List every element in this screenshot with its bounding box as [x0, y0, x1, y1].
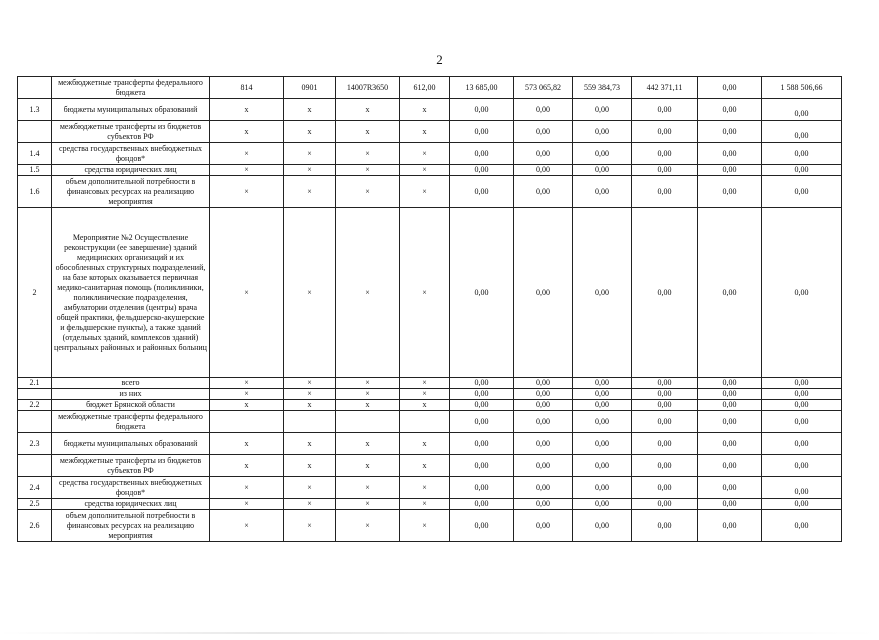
col-year3: 559 384,73	[573, 77, 632, 99]
col-year1: 0,00	[450, 165, 514, 176]
row-name: средства государственных внебюджетных фондов*	[52, 143, 210, 165]
col-csr: ×	[336, 165, 400, 176]
col-total: 0,00	[762, 499, 842, 510]
col-year5: 0,00	[698, 165, 762, 176]
col-rzpr	[284, 411, 336, 433]
col-year5: 0,00	[698, 208, 762, 378]
row-name: бюджет Брянской области	[52, 400, 210, 411]
col-total: 0,00	[762, 121, 842, 143]
col-year3: 0,00	[573, 400, 632, 411]
row-number: 2.6	[18, 510, 52, 542]
table-row	[18, 77, 842, 99]
col-vr: x	[400, 455, 450, 477]
table-row	[18, 176, 842, 208]
col-year4: 0,00	[632, 208, 698, 378]
col-year1: 0,00	[450, 400, 514, 411]
col-csr: ×	[336, 389, 400, 400]
col-year2: 0,00	[514, 176, 573, 208]
col-csr: x	[336, 99, 400, 121]
col-total: 0,00	[762, 510, 842, 542]
col-year2: 0,00	[514, 499, 573, 510]
col-year2: 573 065,82	[514, 77, 573, 99]
col-year4: 0,00	[632, 477, 698, 499]
row-name: Мероприятие №2 Осуществление реконструкции (ее завершение) зданий медицинских организаций и их обособленных структурных подразделений, на базе которых оказывается первичная медико-санитарная помощь (поликлиники, поликлинические подразделения, амбулатории отделения (центры) врача общей практики, фельдшерско-акушерские и фельдшерские пункты), а также зданий (отдельных зданий, комплексов зданий) центральных районных и районных больниц	[52, 208, 210, 378]
col-year4: 0,00	[632, 389, 698, 400]
col-year1: 0,00	[450, 121, 514, 143]
col-total: 0,00	[762, 176, 842, 208]
col-grbs: x	[210, 121, 284, 143]
col-total: 0,00	[762, 99, 842, 121]
row-number: 1.5	[18, 165, 52, 176]
col-year5: 0,00	[698, 121, 762, 143]
col-year3: 0,00	[573, 411, 632, 433]
col-year3: 0,00	[573, 176, 632, 208]
col-year4: 0,00	[632, 510, 698, 542]
col-year3: 0,00	[573, 389, 632, 400]
col-year5: 0,00	[698, 433, 762, 455]
col-csr: ×	[336, 176, 400, 208]
col-year2: 0,00	[514, 165, 573, 176]
col-csr: ×	[336, 143, 400, 165]
row-name: бюджеты муниципальных образований	[52, 433, 210, 455]
col-year2: 0,00	[514, 510, 573, 542]
col-grbs: x	[210, 455, 284, 477]
col-year5: 0,00	[698, 510, 762, 542]
row-number: 2.2	[18, 400, 52, 411]
col-rzpr: ×	[284, 477, 336, 499]
col-year1: 0,00	[450, 378, 514, 389]
col-year5: 0,00	[698, 411, 762, 433]
col-rzpr: ×	[284, 143, 336, 165]
col-year3: 0,00	[573, 143, 632, 165]
col-total: 0,00	[762, 455, 842, 477]
row-name: объем дополнительной потребности в финансовых ресурсах на реализацию мероприятия	[52, 510, 210, 542]
col-csr: ×	[336, 510, 400, 542]
col-year2: 0,00	[514, 99, 573, 121]
col-csr: ×	[336, 499, 400, 510]
col-total: 0,00	[762, 389, 842, 400]
row-number	[18, 389, 52, 400]
col-csr: ×	[336, 378, 400, 389]
col-vr: ×	[400, 389, 450, 400]
table-row	[18, 477, 842, 499]
col-year4: 0,00	[632, 411, 698, 433]
col-csr: x	[336, 400, 400, 411]
col-rzpr: x	[284, 433, 336, 455]
col-year5: 0,00	[698, 477, 762, 499]
col-year3: 0,00	[573, 510, 632, 542]
col-year1: 0,00	[450, 176, 514, 208]
col-year2: 0,00	[514, 208, 573, 378]
col-grbs: ×	[210, 510, 284, 542]
col-year2: 0,00	[514, 411, 573, 433]
col-rzpr: x	[284, 400, 336, 411]
col-csr: x	[336, 455, 400, 477]
col-year2: 0,00	[514, 455, 573, 477]
col-vr: x	[400, 99, 450, 121]
col-year1: 0,00	[450, 411, 514, 433]
col-year3: 0,00	[573, 378, 632, 389]
col-total: 0,00	[762, 411, 842, 433]
col-year4: 442 371,11	[632, 77, 698, 99]
row-number	[18, 455, 52, 477]
col-grbs: x	[210, 400, 284, 411]
row-number: 2.1	[18, 378, 52, 389]
row-number: 2.4	[18, 477, 52, 499]
col-rzpr: ×	[284, 176, 336, 208]
row-number: 2.3	[18, 433, 52, 455]
table-row	[18, 455, 842, 477]
col-rzpr: ×	[284, 378, 336, 389]
row-name: бюджеты муниципальных образований	[52, 99, 210, 121]
col-total: 0,00	[762, 165, 842, 176]
col-csr: 14007R3650	[336, 77, 400, 99]
col-vr: ×	[400, 477, 450, 499]
col-vr: ×	[400, 143, 450, 165]
col-year3: 0,00	[573, 121, 632, 143]
col-year5: 0,00	[698, 99, 762, 121]
table-row	[18, 208, 842, 378]
row-name: средства юридических лиц	[52, 165, 210, 176]
row-name: из них	[52, 389, 210, 400]
col-total: 1 588 506,66	[762, 77, 842, 99]
col-grbs	[210, 411, 284, 433]
col-year2: 0,00	[514, 143, 573, 165]
col-csr: ×	[336, 477, 400, 499]
table-row	[18, 433, 842, 455]
col-total: 0,00	[762, 433, 842, 455]
row-name: средства государственных внебюджетных фондов*	[52, 477, 210, 499]
col-year1: 0,00	[450, 499, 514, 510]
col-grbs: ×	[210, 208, 284, 378]
col-rzpr: 0901	[284, 77, 336, 99]
row-number	[18, 77, 52, 99]
col-year5: 0,00	[698, 499, 762, 510]
col-vr: x	[400, 400, 450, 411]
col-total: 0,00	[762, 378, 842, 389]
col-year4: 0,00	[632, 499, 698, 510]
col-vr: x	[400, 433, 450, 455]
table-row	[18, 378, 842, 389]
row-name: межбюджетные трансферты федерального бюджета	[52, 411, 210, 433]
table-row	[18, 121, 842, 143]
table-row	[18, 389, 842, 400]
col-year4: 0,00	[632, 165, 698, 176]
col-year2: 0,00	[514, 400, 573, 411]
col-year5: 0,00	[698, 378, 762, 389]
col-year1: 13 685,00	[450, 77, 514, 99]
col-year4: 0,00	[632, 455, 698, 477]
col-year3: 0,00	[573, 165, 632, 176]
row-number: 2	[18, 208, 52, 378]
col-year2: 0,00	[514, 477, 573, 499]
col-rzpr: ×	[284, 499, 336, 510]
table-row	[18, 143, 842, 165]
col-year4: 0,00	[632, 99, 698, 121]
col-grbs: x	[210, 99, 284, 121]
col-grbs: ×	[210, 143, 284, 165]
col-grbs: ×	[210, 477, 284, 499]
col-rzpr: ×	[284, 165, 336, 176]
row-number: 1.3	[18, 99, 52, 121]
col-grbs: ×	[210, 378, 284, 389]
col-year4: 0,00	[632, 143, 698, 165]
col-year4: 0,00	[632, 378, 698, 389]
col-vr	[400, 411, 450, 433]
col-csr: ×	[336, 208, 400, 378]
col-vr: ×	[400, 510, 450, 542]
col-grbs: ×	[210, 165, 284, 176]
col-grbs: ×	[210, 389, 284, 400]
col-year3: 0,00	[573, 455, 632, 477]
col-year1: 0,00	[450, 208, 514, 378]
col-year3: 0,00	[573, 499, 632, 510]
col-grbs: 814	[210, 77, 284, 99]
table-row	[18, 400, 842, 411]
col-year1: 0,00	[450, 99, 514, 121]
col-grbs: x	[210, 433, 284, 455]
col-total: 0,00	[762, 143, 842, 165]
col-rzpr: x	[284, 99, 336, 121]
col-year4: 0,00	[632, 433, 698, 455]
col-vr: ×	[400, 208, 450, 378]
col-total: 0,00	[762, 400, 842, 411]
col-year2: 0,00	[514, 433, 573, 455]
col-year4: 0,00	[632, 121, 698, 143]
table-row	[18, 99, 842, 121]
table-row	[18, 499, 842, 510]
row-name: межбюджетные трансферты из бюджетов субъектов РФ	[52, 121, 210, 143]
col-vr: x	[400, 121, 450, 143]
row-number: 1.4	[18, 143, 52, 165]
col-year1: 0,00	[450, 433, 514, 455]
table-row	[18, 411, 842, 433]
col-rzpr: ×	[284, 510, 336, 542]
col-year1: 0,00	[450, 477, 514, 499]
col-year3: 0,00	[573, 208, 632, 378]
col-year4: 0,00	[632, 400, 698, 411]
col-year3: 0,00	[573, 433, 632, 455]
col-year3: 0,00	[573, 477, 632, 499]
table-row	[18, 510, 842, 542]
col-year5: 0,00	[698, 77, 762, 99]
row-number	[18, 411, 52, 433]
scan-artifact	[0, 632, 879, 634]
col-year4: 0,00	[632, 176, 698, 208]
col-year1: 0,00	[450, 389, 514, 400]
col-vr: ×	[400, 378, 450, 389]
col-csr	[336, 411, 400, 433]
row-name: межбюджетные трансферты федерального бюджета	[52, 77, 210, 99]
row-number: 2.5	[18, 499, 52, 510]
col-year5: 0,00	[698, 143, 762, 165]
col-year2: 0,00	[514, 121, 573, 143]
col-rzpr: x	[284, 121, 336, 143]
row-number: 1.6	[18, 176, 52, 208]
col-vr: 612,00	[400, 77, 450, 99]
row-name: межбюджетные трансферты из бюджетов субъектов РФ	[52, 455, 210, 477]
col-year5: 0,00	[698, 176, 762, 208]
col-year2: 0,00	[514, 389, 573, 400]
col-csr: x	[336, 121, 400, 143]
col-vr: ×	[400, 499, 450, 510]
table-row	[18, 165, 842, 176]
col-csr: x	[336, 433, 400, 455]
col-rzpr: ×	[284, 208, 336, 378]
row-name: объем дополнительной потребности в финансовых ресурсах на реализацию мероприятия	[52, 176, 210, 208]
row-name: всего	[52, 378, 210, 389]
col-year1: 0,00	[450, 455, 514, 477]
col-year1: 0,00	[450, 510, 514, 542]
col-rzpr: ×	[284, 389, 336, 400]
col-year3: 0,00	[573, 99, 632, 121]
col-total: 0,00	[762, 208, 842, 378]
col-year2: 0,00	[514, 378, 573, 389]
row-name: средства юридических лиц	[52, 499, 210, 510]
col-grbs: ×	[210, 176, 284, 208]
col-vr: ×	[400, 165, 450, 176]
col-rzpr: x	[284, 455, 336, 477]
page-number: 2	[436, 52, 443, 67]
budget-table	[17, 76, 842, 542]
col-year5: 0,00	[698, 455, 762, 477]
col-year5: 0,00	[698, 400, 762, 411]
row-number	[18, 121, 52, 143]
col-vr: ×	[400, 176, 450, 208]
col-year5: 0,00	[698, 389, 762, 400]
col-year1: 0,00	[450, 143, 514, 165]
col-total: 0,00	[762, 477, 842, 499]
col-grbs: ×	[210, 499, 284, 510]
